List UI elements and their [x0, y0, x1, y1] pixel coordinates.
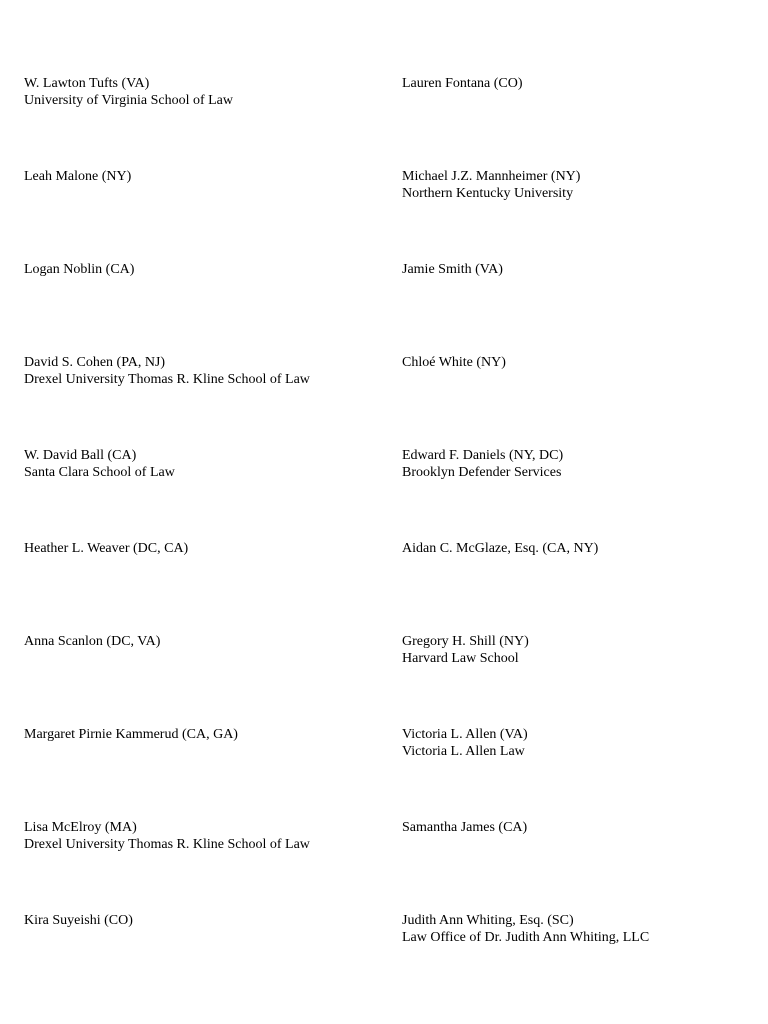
signatory-affiliation: Law Office of Dr. Judith Ann Whiting, LLC [402, 930, 650, 945]
signatory-affiliation: Brooklyn Defender Services [402, 465, 562, 480]
signatory-entry [402, 447, 762, 481]
signatory-name: Jamie Smith (VA) [402, 262, 503, 277]
signatory-affiliation: University of Virginia School of Law [24, 93, 234, 108]
signatory-entry [24, 75, 384, 109]
signatory-name: W. David Ball (CA) [24, 448, 137, 463]
signatory-name: Lisa McElroy (MA) [24, 820, 137, 835]
signatory-name: Edward F. Daniels (NY, DC) [402, 448, 564, 463]
signatory-entry [24, 168, 384, 185]
signatory-entry [24, 261, 384, 278]
signatory-name: Chloé White (NY) [402, 355, 506, 370]
signatory-entry [24, 354, 384, 388]
signatory-entry [402, 633, 762, 667]
signatory-name: Gregory H. Shill (NY) [402, 634, 529, 649]
signatory-affiliation: Victoria L. Allen Law [402, 744, 525, 759]
signatory-entry [24, 540, 384, 557]
signatory-entry [402, 354, 762, 371]
signatory-affiliation: Santa Clara School of Law [24, 465, 175, 480]
signatory-affiliation: Northern Kentucky University [402, 186, 574, 201]
signatory-name: David S. Cohen (PA, NJ) [24, 355, 166, 370]
signatory-name: Margaret Pirnie Kammerud (CA, GA) [24, 727, 238, 742]
signatory-name: Samantha James (CA) [402, 820, 528, 835]
signatory-name: Aidan C. McGlaze, Esq. (CA, NY) [402, 541, 599, 556]
signatory-affiliation: Drexel University Thomas R. Kline School of Law [24, 837, 310, 852]
signatory-entry [402, 168, 762, 202]
signatory-name: Leah Malone (NY) [24, 169, 132, 184]
signatory-affiliation: Drexel University Thomas R. Kline School of Law [24, 372, 310, 387]
signatory-entry [402, 75, 762, 92]
signatory-name: Michael J.Z. Mannheimer (NY) [402, 169, 581, 184]
signatory-affiliation: Harvard Law School [402, 651, 519, 666]
signatory-name: Kira Suyeishi (CO) [24, 913, 133, 928]
signatory-entry [24, 912, 384, 929]
signatory-entry [24, 633, 384, 650]
signatory-name: Logan Noblin (CA) [24, 262, 135, 277]
signatory-entry [402, 726, 762, 760]
signatory-name: W. Lawton Tufts (VA) [24, 76, 150, 91]
signatory-entry [24, 819, 384, 853]
signatory-entry [402, 261, 762, 278]
signatory-entry [402, 540, 762, 557]
signatory-name: Lauren Fontana (CO) [402, 76, 523, 91]
signatory-entry [24, 726, 384, 743]
signatory-name: Anna Scanlon (DC, VA) [24, 634, 161, 649]
signatory-entry [24, 447, 384, 481]
signatory-name: Victoria L. Allen (VA) [402, 727, 528, 742]
signatory-entry [402, 912, 762, 946]
signatory-name: Heather L. Weaver (DC, CA) [24, 541, 189, 556]
signatory-entry [402, 819, 762, 836]
signatory-name: Judith Ann Whiting, Esq. (SC) [402, 913, 574, 928]
